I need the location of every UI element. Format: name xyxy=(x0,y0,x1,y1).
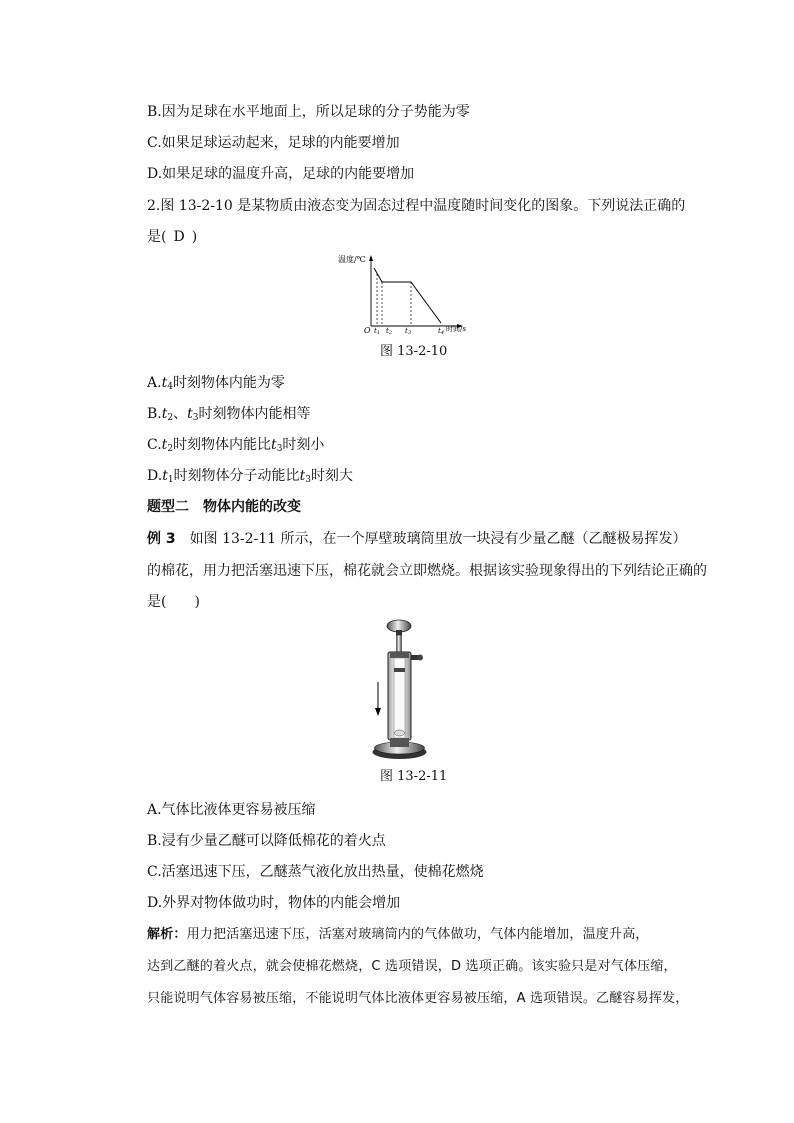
figure-caption-13-2-10: 图 13-2-10 xyxy=(380,344,448,359)
figure-13-2-11 xyxy=(368,618,436,760)
q2-stem-suffix: ) xyxy=(191,229,198,245)
solution-line2: 达到乙醚的着火点，就会使棉花燃烧，C 选项错误，D 选项正确。该实验只是对气体压缩， xyxy=(147,959,677,974)
q2-stem-prefix: 是( xyxy=(147,229,167,245)
svg-text:t1: t1 xyxy=(374,327,381,334)
tick-t3: t xyxy=(405,327,408,334)
ex3-option-b: B.浸有少量乙醚可以降低棉花的着火点 xyxy=(147,833,386,849)
solution-line3: 只能说明气体容易被压缩，不能说明气体比液体更容易被压缩，A 选项错误。乙醚容易挥发， xyxy=(147,991,689,1006)
q2-option-a: $A.t_4$时刻物体内能为零 xyxy=(147,375,285,392)
ex3-stem-line3: 是( ) xyxy=(147,594,200,610)
tick-t4: t xyxy=(438,327,441,334)
q1-option-b: B.因为足球在水平地面上，所以足球的分子势能为零 xyxy=(147,104,470,120)
ex3-option-a: A.气体比液体更容易被压缩 xyxy=(147,802,316,818)
q2-option-c: $C.t_2$时刻物体内能比$t_3$时刻小 xyxy=(147,437,325,454)
figure-ylabel: 温度/℃ xyxy=(338,255,366,264)
figure-origin: O xyxy=(364,326,371,334)
tick-t1: t xyxy=(374,327,377,334)
solution-label: 解析： xyxy=(147,927,187,942)
q2-option-b: $B.t_2$、$t_3$时刻物体内能相等 xyxy=(147,406,311,423)
q1-option-c: C.如果足球运动起来，足球的内能要增加 xyxy=(147,135,400,151)
q2-answer: D xyxy=(173,229,185,245)
ex3-stem-line1: 例 3 如图 13-2-11 所示，在一个厚壁玻璃筒里放一块浸有少量乙醚（乙醚极易挥发） xyxy=(147,531,687,547)
ex3-stem-line2: 的棉花，用力把活塞迅速下压，棉花就会立即燃烧。根据该实验现象得出的下列结论正确的 xyxy=(147,563,707,579)
svg-text:t4: t4 xyxy=(438,327,445,334)
figure-13-2-10 xyxy=(334,252,474,334)
svg-text:t2: t2 xyxy=(386,327,393,334)
q1-option-d: D.如果足球的温度升高，足球的内能要增加 xyxy=(147,166,415,182)
ex3-label: 例 3 xyxy=(147,531,176,547)
svg-text:t3: t3 xyxy=(405,327,412,334)
ex3-option-c: C.活塞迅速下压，乙醚蒸气液化放出热量，使棉花燃烧 xyxy=(147,864,484,880)
ex3-option-d: D.外界对物体做功时，物体的内能会增加 xyxy=(147,895,401,911)
q2-stem-line2 xyxy=(147,227,197,247)
figure-caption-13-2-11: 图 13-2-11 xyxy=(380,769,448,784)
figure-xlabel: 时间/s xyxy=(446,325,466,333)
tick-t2: t xyxy=(386,327,389,334)
clamp-screw xyxy=(417,655,423,661)
q2-stem-line1: 2.图 13-2-10 是某物质由液态变为固态过程中温度随时间变化的图象。下列说法正确的 xyxy=(147,198,686,214)
section-heading: 题型二 物体内能的改变 xyxy=(147,499,301,515)
solution-line1: 解析：用力把活塞迅速下压，活塞对玻璃筒内的气体做功，气体内能增加，温度升高， xyxy=(147,927,649,942)
q2-option-d: $D.t_1$时刻物体分子动能比$t_3$时刻大 xyxy=(147,468,353,485)
cotton xyxy=(395,730,405,736)
temperature-curve xyxy=(374,268,441,323)
